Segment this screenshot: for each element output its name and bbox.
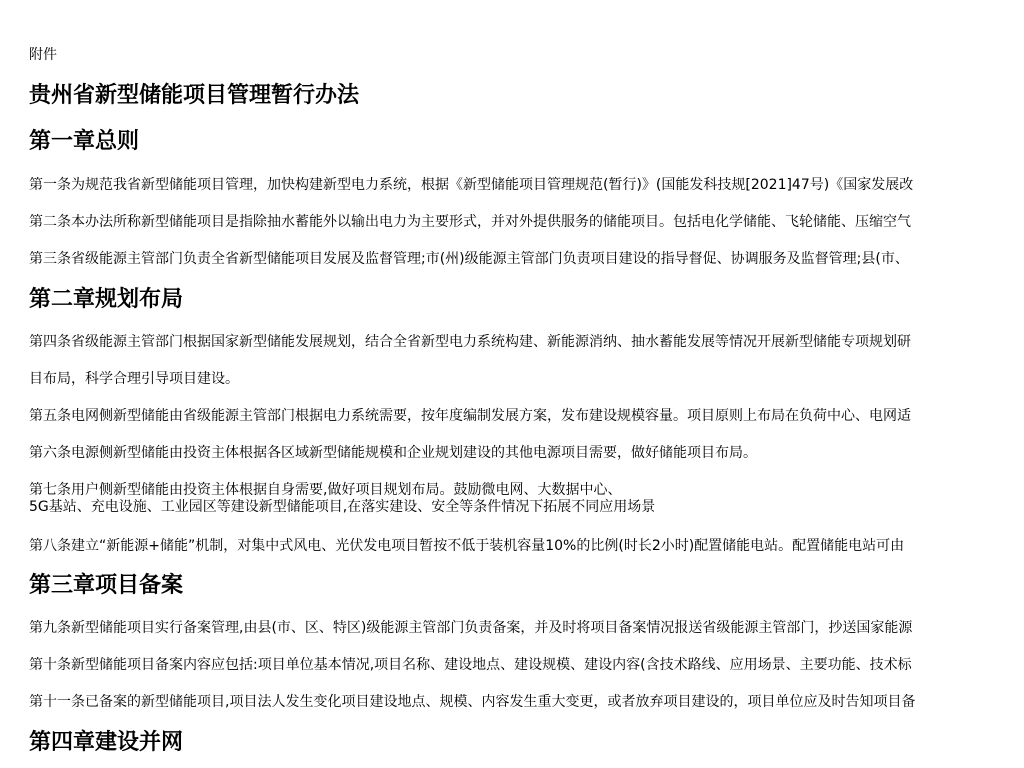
chapter-heading: 第一章总则 bbox=[29, 129, 140, 154]
paragraph: 第十条新型储能项目备案内容应包括:项目单位基本情况,项目名称、建设地点、建设规模、建设内容(含技术路线、应用场景、主要功能、技术标 bbox=[29, 657, 912, 673]
paragraph: 第五条电网侧新型储能由省级能源主管部门根据电力系统需要，按年度编制发展方案，发布建设规模容量。项目原则上布局在负荷中心、电网适 bbox=[29, 408, 911, 424]
attachment-label: 附件 bbox=[29, 47, 57, 63]
paragraph: 第三条省级能源主管部门负责全省新型储能项目发展及监督管理;市(州)级能源主管部门负责项目建设的指导督促、协调服务及监督管理;县(市、 bbox=[29, 251, 909, 267]
paragraph: 第一条为规范我省新型储能项目管理，加快构建新型电力系统，根据《新型储能项目管理规范(暂行)》(国能发科技规[2021]47号)《国家发展改 bbox=[29, 177, 914, 193]
paragraph: 第十一条已备案的新型储能项目,项目法人发生变化项目建设地点、规模、内容发生重大变更，或者放弃项目建设的，项目单位应及时告知项目备 bbox=[29, 694, 916, 710]
chapter-heading: 第三章项目备案 bbox=[29, 573, 184, 598]
chapter-heading: 第四章建设并网 bbox=[29, 730, 184, 755]
paragraph: 第七条用户侧新型储能由投资主体根据自身需要,做好项目规划布局。鼓励微电网、大数据中心、 bbox=[29, 482, 622, 498]
document-title: 贵州省新型储能项目管理暂行办法 bbox=[29, 83, 360, 108]
paragraph: 第九条新型储能项目实行备案管理,由县(市、区、特区)级能源主管部门负责备案，并及时将项目备案情况报送省级能源主管部门，抄送国家能源 bbox=[29, 620, 913, 636]
paragraph: 第二条本办法所称新型储能项目是指除抽水蓄能外以输出电力为主要形式，并对外提供服务的储能项目。包括电化学储能、飞轮储能、压缩空气 bbox=[29, 214, 911, 230]
paragraph: 第六条电源侧新型储能由投资主体根据各区域新型储能规模和企业规划建设的其他电源项目需要，做好储能项目布局。 bbox=[29, 445, 757, 461]
chapter-heading: 第二章规划布局 bbox=[29, 287, 184, 312]
paragraph: 目布局，科学合理引导项目建设。 bbox=[29, 371, 239, 387]
paragraph: 5G基站、充电设施、工业园区等建设新型储能项目,在落实建设、安全等条件情况下拓展不同应用场景 bbox=[29, 499, 656, 515]
paragraph: 第八条建立“新能源+储能”机制，对集中式风电、光伏发电项目暂按不低于装机容量10%的比例(时长2小时)配置储能电站。配置储能电站可由 bbox=[29, 538, 905, 554]
paragraph: 第四条省级能源主管部门根据国家新型储能发展规划，结合全省新型电力系统构建、新能源消纳、抽水蓄能发展等情况开展新型储能专项规划研 bbox=[29, 334, 911, 350]
